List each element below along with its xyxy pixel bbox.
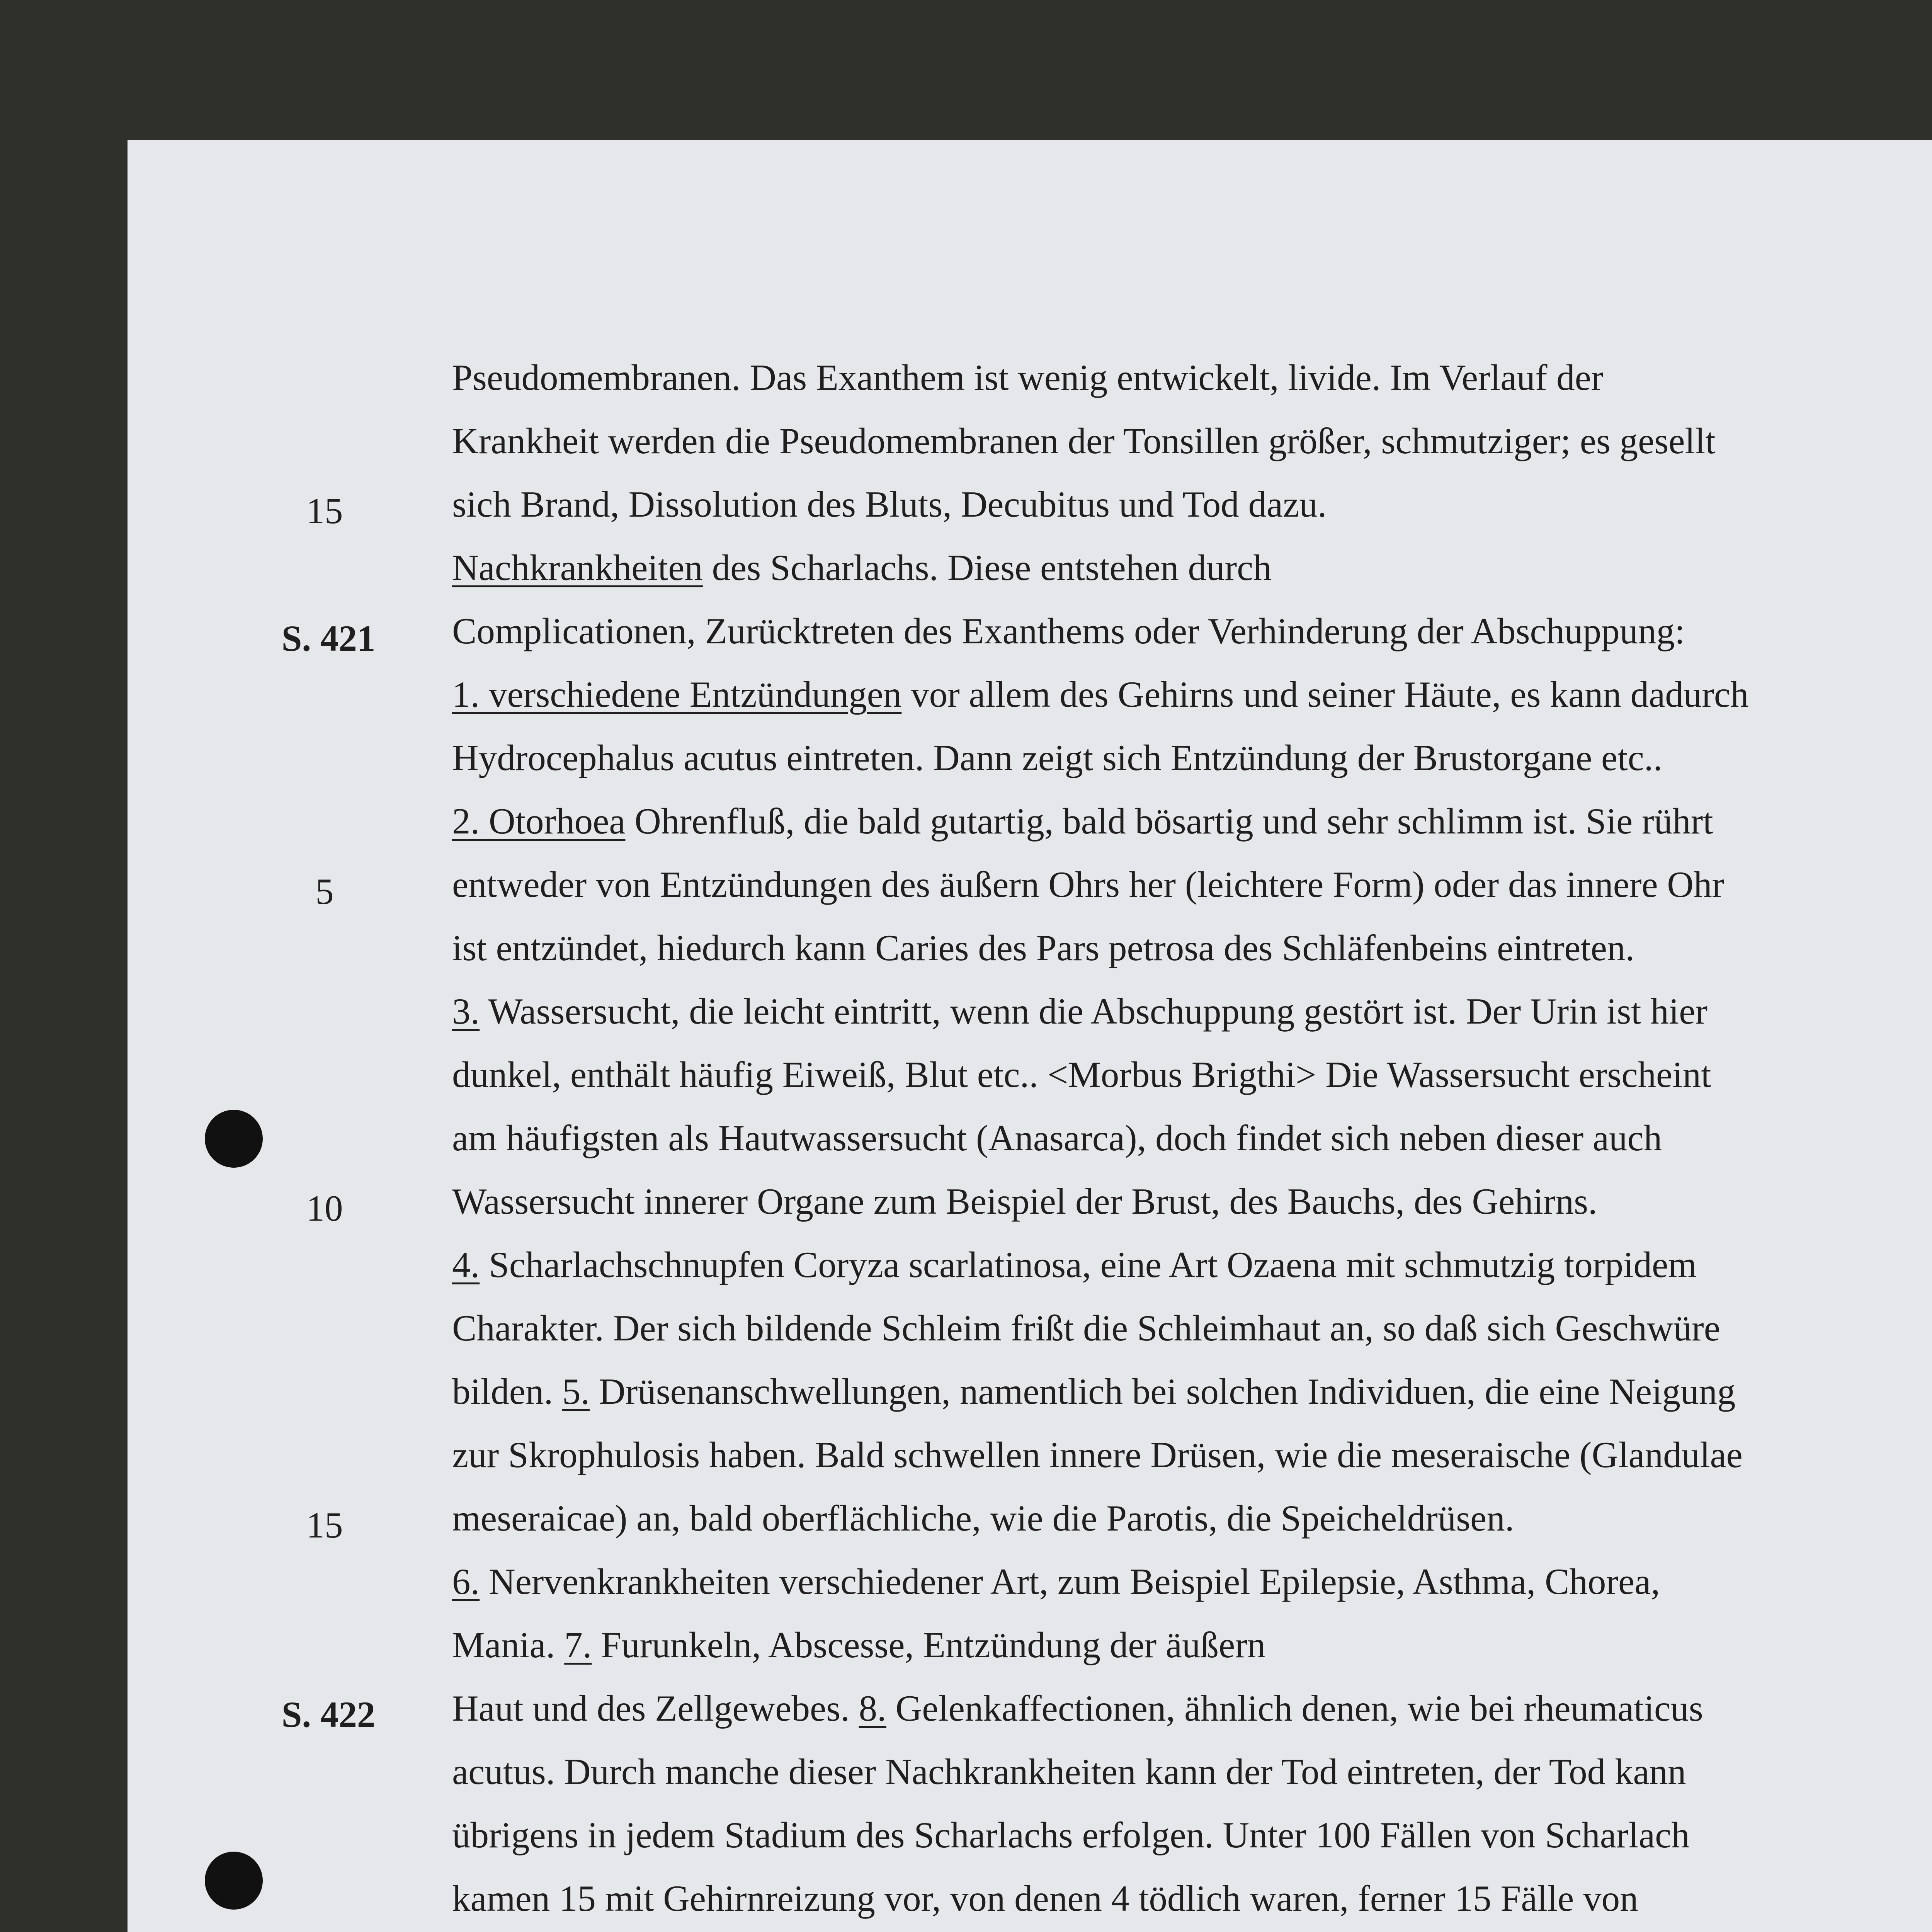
text-line (452, 1432, 1932, 1478)
text-line (452, 1748, 1932, 1795)
text-line (452, 544, 1932, 591)
text-line (452, 925, 1932, 971)
text-line (452, 861, 1932, 908)
underlined-term: 4. (452, 1244, 480, 1285)
text-segment: Wassersucht, die leicht eintritt, wenn die Abschuppung gestört ist. Der Urin ist hier (480, 991, 1708, 1032)
text-segment: Ohrenfluß, die bald gutartig, bald bösartig und sehr schlimm ist. Sie rührt (625, 801, 1713, 842)
text-segment: Haut und des Zellgewebes. (452, 1688, 859, 1729)
text-segment: Complicationen, Zurücktreten des Exanthems oder Verhinderung der Abschuppung: (452, 611, 1685, 651)
underlined-term: 2. Otorhoea (452, 801, 626, 842)
margin-line-number: 15 (306, 490, 343, 531)
text-line (452, 1178, 1932, 1225)
text-line (452, 418, 1932, 464)
text-segment: Mania. (452, 1624, 565, 1665)
text-line (452, 988, 1932, 1034)
text-line (452, 1685, 1932, 1731)
underlined-term: 3. (452, 991, 480, 1032)
text-segment: Furunkeln, Abscesse, Entzündung der äußern (592, 1624, 1266, 1665)
text-segment: Charakter. Der sich bildende Schleim frißt die Schleimhaut an, so daß sich Geschwüre (452, 1308, 1720, 1349)
text-segment: Scharlachschnupfen Coryza scarlatinosa, eine Art Ozaena mit schmutzig torpidem (480, 1244, 1697, 1285)
text-segment: sich Brand, Dissolution des Bluts, Decubitus und Tod dazu. (452, 484, 1327, 525)
margin-line-number: 10 (306, 1188, 343, 1229)
text-line (452, 1305, 1932, 1351)
text-segment: Pseudomembranen. Das Exanthem ist wenig entwickelt, livide. Im Verlauf der (452, 357, 1604, 398)
text-line (452, 1812, 1932, 1858)
underlined-term: 5. (562, 1371, 590, 1412)
text-line (452, 1242, 1932, 1288)
text-line (452, 1875, 1932, 1922)
text-line (452, 608, 1932, 654)
text-segment: Wassersucht innerer Organe zum Beispiel der Brust, des Bauchs, des Gehirns. (452, 1181, 1597, 1222)
text-segment: zur Skrophulosis haben. Bald schwellen innere Drüsen, wie die meseraische (Glandulae (452, 1434, 1743, 1475)
margin-line-number: 5 (315, 871, 334, 912)
document-page (128, 140, 1932, 1932)
text-segment: dunkel, enthält häufig Eiweiß, Blut etc.. <Morbus Brigthi> Die Wassersucht erscheint (452, 1054, 1711, 1095)
text-line (452, 1115, 1932, 1161)
text-line (452, 735, 1932, 781)
text-segment: übrigens in jedem Stadium des Scharlachs erfolgen. Unter 100 Fällen von Scharlach (452, 1815, 1690, 1855)
text-segment: entweder von Entzündungen des äußern Ohrs her (leichtere Form) oder das innere Ohr (452, 864, 1725, 905)
underlined-term: Nachkrankheiten (452, 547, 703, 588)
body-text (128, 140, 1932, 1932)
margin-page-reference: S. 422 (281, 1694, 376, 1735)
text-segment: Gelenkaffectionen, ähnlich denen, wie bei rheumaticus (886, 1688, 1703, 1729)
underlined-term: 6. (452, 1561, 480, 1602)
text-segment: Drüsenanschwellungen, namentlich bei solchen Individuen, die eine Neigung (590, 1371, 1736, 1412)
underlined-term: 7. (564, 1624, 592, 1665)
text-line (452, 1051, 1932, 1098)
underlined-term: 8. (859, 1688, 886, 1729)
text-line (452, 1622, 1932, 1668)
text-line (452, 481, 1932, 527)
margin-line-number: 15 (306, 1505, 343, 1546)
text-line (452, 798, 1932, 844)
text-segment: vor allem des Gehirns und seiner Häute, es kann dadurch (901, 674, 1749, 715)
text-segment: Hydrocephalus acutus eintreten. Dann zeigt sich Entzündung der Brustorgane etc.. (452, 737, 1663, 778)
text-segment: kamen 15 mit Gehirnreizung vor, von denen 4 tödlich waren, ferner 15 Fälle von (452, 1878, 1638, 1919)
underlined-term: 1. verschiedene Entzündungen (452, 674, 902, 715)
text-segment: Krankheit werden die Pseudomembranen der Tonsillen größer, schmutziger; es gesellt (452, 420, 1716, 461)
text-segment: bilden. (452, 1371, 562, 1412)
text-segment: meseraicae) an, bald oberflächliche, wie die Parotis, die Speicheldrüsen. (452, 1498, 1514, 1539)
text-line (452, 1558, 1932, 1605)
text-segment: des Scharlachs. Diese entstehen durch (702, 547, 1272, 588)
text-segment: ist entzündet, hiedurch kann Caries des Pars petrosa des Schläfenbeins eintreten. (452, 927, 1635, 968)
text-segment: acutus. Durch manche dieser Nachkrankheiten kann der Tod eintreten, der Tod kann (452, 1751, 1686, 1792)
text-line (452, 1368, 1932, 1415)
text-segment: am häufigsten als Hautwassersucht (Anasarca), doch findet sich neben dieser auch (452, 1117, 1662, 1158)
text-line (452, 354, 1932, 401)
text-line (452, 671, 1932, 718)
text-segment: Nervenkrankheiten verschiedener Art, zum Beispiel Epilepsie, Asthma, Chorea, (480, 1561, 1660, 1602)
margin-page-reference: S. 421 (281, 618, 376, 659)
text-line (452, 1495, 1932, 1541)
